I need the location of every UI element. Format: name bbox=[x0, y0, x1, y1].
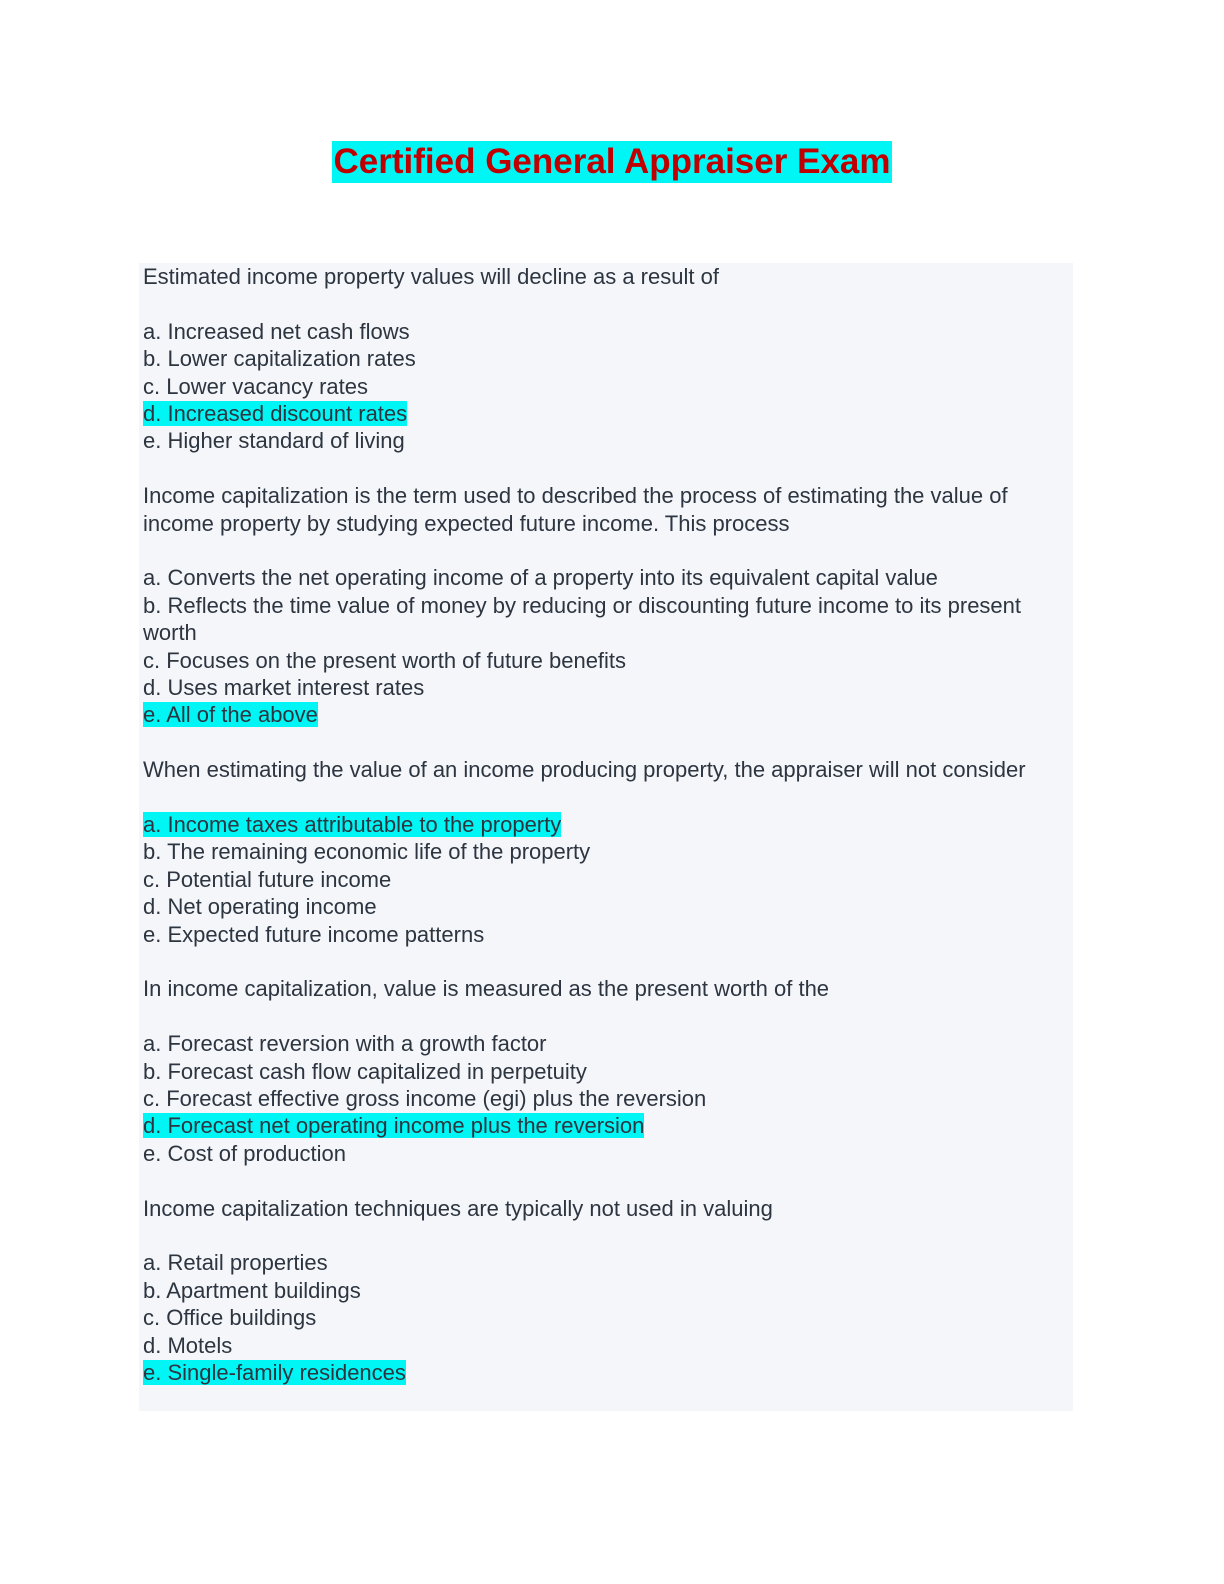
option-e bbox=[143, 427, 1063, 454]
option-c bbox=[143, 373, 1063, 400]
option-label: b. Apartment buildings bbox=[143, 1277, 361, 1303]
question-2 bbox=[143, 482, 1063, 729]
option-a bbox=[143, 564, 1063, 591]
option-e bbox=[143, 701, 1063, 728]
option-label: d. Motels bbox=[143, 1332, 233, 1358]
question-3 bbox=[143, 756, 1063, 948]
option-label: c. Forecast effective gross income (egi) plus the reversion bbox=[143, 1086, 707, 1112]
option-label: a. Retail properties bbox=[143, 1250, 328, 1276]
option-b bbox=[143, 592, 1063, 647]
option-label: e. Expected future income patterns bbox=[143, 921, 485, 947]
option-d bbox=[143, 674, 1063, 701]
option-a bbox=[143, 1030, 1063, 1057]
option-b bbox=[143, 345, 1063, 372]
questions-panel bbox=[139, 263, 1073, 1411]
option-a bbox=[143, 811, 1063, 838]
option-e bbox=[143, 1140, 1063, 1167]
option-label: a. Income taxes attributable to the property bbox=[143, 812, 562, 838]
option-a bbox=[143, 1249, 1063, 1276]
option-c bbox=[143, 647, 1063, 674]
option-d bbox=[143, 1112, 1063, 1139]
option-c bbox=[143, 866, 1063, 893]
option-label: d. Forecast net operating income plus the reversion bbox=[143, 1113, 645, 1139]
question-text: When estimating the value of an income producing property, the appraiser will not consider bbox=[143, 757, 1026, 783]
option-b bbox=[143, 1277, 1063, 1304]
page-title: Certified General Appraiser Exam bbox=[333, 142, 891, 181]
question-text: Income capitalization is the term used to described the process of estimating the value of income property by studying expected future income. This process bbox=[143, 483, 1008, 536]
question-text: Estimated income property values will decline as a result of bbox=[143, 264, 719, 289]
option-label: e. All of the above bbox=[143, 702, 318, 728]
option-c bbox=[143, 1304, 1063, 1331]
option-c bbox=[143, 1085, 1063, 1112]
question-text: In income capitalization, value is measured as the present worth of the bbox=[143, 976, 830, 1002]
option-label: d. Uses market interest rates bbox=[143, 675, 425, 701]
option-label: b. Reflects the time value of money by reducing or discounting future income to its present worth bbox=[143, 592, 1022, 646]
option-label: e. Higher standard of living bbox=[143, 428, 405, 454]
option-d bbox=[143, 893, 1063, 920]
option-label: c. Office buildings bbox=[143, 1305, 317, 1331]
option-label: c. Focuses on the present worth of future benefits bbox=[143, 647, 627, 673]
option-label: e. Cost of production bbox=[143, 1140, 347, 1166]
option-label: d. Increased discount rates bbox=[143, 401, 408, 427]
option-b bbox=[143, 838, 1063, 865]
question-4 bbox=[143, 975, 1063, 1167]
option-label: d. Net operating income bbox=[143, 894, 377, 920]
option-d bbox=[143, 400, 1063, 427]
question-5 bbox=[143, 1195, 1063, 1387]
option-a bbox=[143, 318, 1063, 345]
option-label: c. Lower vacancy rates bbox=[143, 373, 368, 399]
question-text: Income capitalization techniques are typically not used in valuing bbox=[143, 1195, 773, 1221]
title-container bbox=[0, 141, 1224, 183]
option-label: b. Forecast cash flow capitalized in perpetuity bbox=[143, 1058, 587, 1084]
option-e bbox=[143, 1359, 1063, 1386]
option-b bbox=[143, 1058, 1063, 1085]
option-label: c. Potential future income bbox=[143, 866, 392, 892]
option-label: a. Converts the net operating income of a property into its equivalent capital value bbox=[143, 565, 938, 591]
option-label: a. Increased net cash flows bbox=[143, 318, 410, 344]
option-label: a. Forecast reversion with a growth factor bbox=[143, 1031, 547, 1057]
option-label: b. Lower capitalization rates bbox=[143, 346, 416, 372]
option-e bbox=[143, 921, 1063, 948]
option-label: b. The remaining economic life of the property bbox=[143, 839, 591, 865]
option-label: e. Single-family residences bbox=[143, 1360, 406, 1386]
option-d bbox=[143, 1332, 1063, 1359]
question-1 bbox=[143, 263, 1063, 455]
